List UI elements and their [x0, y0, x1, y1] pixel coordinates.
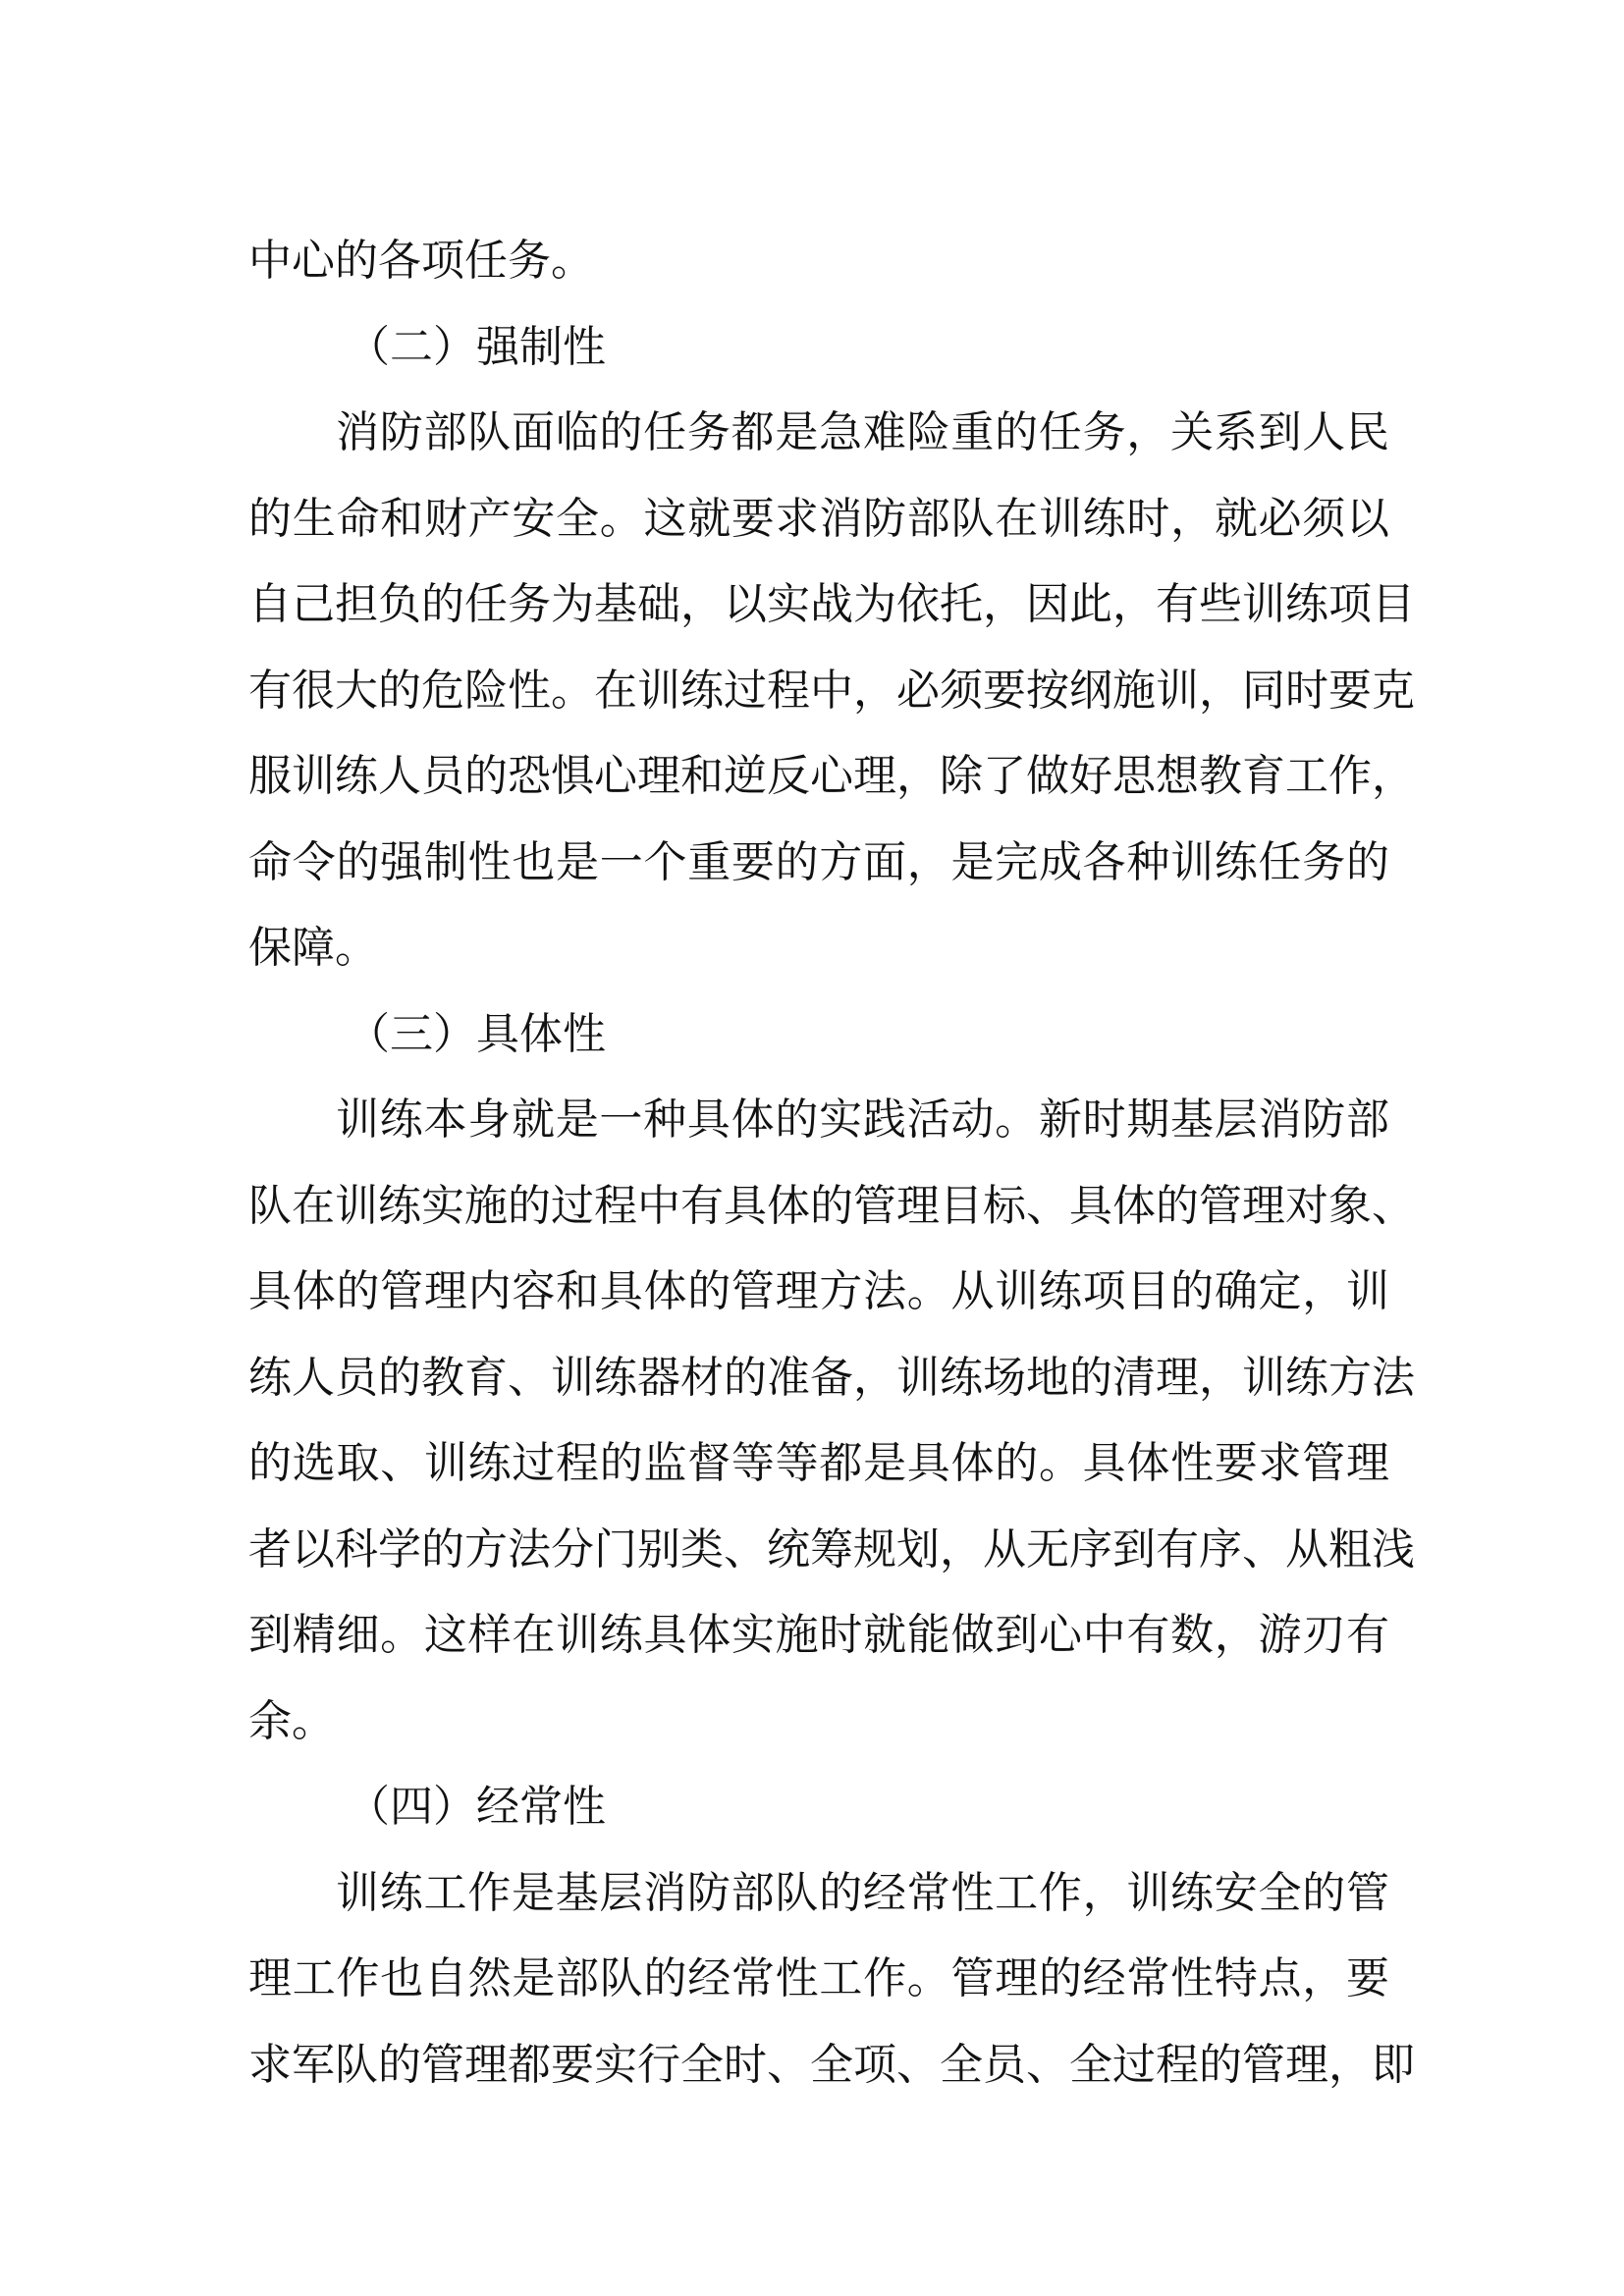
- text-line: 有很大的危险性。在训练过程中，必须要按纲施训，同时要克: [248, 665, 1415, 716]
- section-heading: （三）具体性: [347, 1008, 606, 1059]
- text-line: 理工作也自然是部队的经常性工作。管理的经常性特点，要: [248, 1953, 1389, 2003]
- text-line: 自己担负的任务为基础，以实战为依托，因此，有些训练项目: [248, 579, 1415, 629]
- text-line: 中心的各项任务。: [248, 236, 594, 286]
- text-line: 练人员的教育、训练器材的准备，训练场地的清理，训练方法: [248, 1352, 1415, 1403]
- text-line: 训练本身就是一种具体的实践活动。新时期基层消防部: [336, 1095, 1389, 1145]
- paragraph: [248, 1077, 1415, 1764]
- text-line: 服训练人员的恐惧心理和逆反心理，除了做好思想教育工作，: [248, 751, 1415, 801]
- text-line: 的选取、训练过程的监督等等都是具体的。具体性要求管理: [248, 1438, 1389, 1488]
- text-line: 者以科学的方法分门别类、统筹规划，从无序到有序、从粗浅: [248, 1523, 1415, 1575]
- text-line: 余。: [248, 1695, 335, 1746]
- text-line: 训练工作是基层消防部队的经常性工作，训练安全的管: [336, 1867, 1389, 1918]
- text-line: 保障。: [248, 923, 378, 973]
- text-line: 求军队的管理都要实行全时、全项、全员、全过程的管理，即: [248, 2039, 1415, 2090]
- text-line: 具体的管理内容和具体的管理方法。从训练项目的确定，训: [248, 1266, 1389, 1316]
- paragraph: [248, 1850, 1415, 2109]
- text-line: 到精细。这样在训练具体实施时就能做到心中有数，游刃有: [248, 1610, 1389, 1660]
- text-line: 队在训练实施的过程中有具体的管理目标、具体的管理对象、: [248, 1180, 1415, 1231]
- paragraph: [248, 390, 1415, 991]
- section-heading: （四）经常性: [347, 1782, 606, 1832]
- section-heading: （二）强制性: [347, 321, 606, 372]
- document-page: [248, 218, 1415, 2108]
- paragraph: [248, 218, 1389, 304]
- text-line: 的生命和财产安全。这就要求消防部队在训练时，就必须以: [248, 493, 1389, 544]
- text-line: 命令的强制性也是一个重要的方面，是完成各种训练任务的: [248, 836, 1389, 887]
- text-line: 消防部队面临的任务都是急难险重的任务，关系到人民: [336, 407, 1389, 457]
